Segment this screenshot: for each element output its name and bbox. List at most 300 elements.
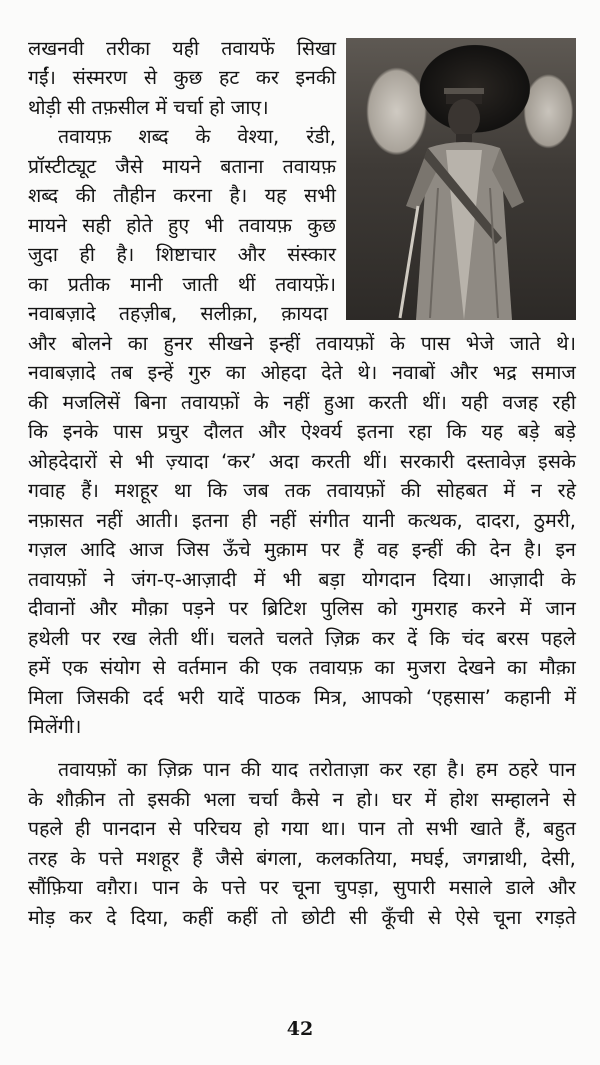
word: यह (481, 420, 504, 443)
word: दौलत (203, 420, 244, 443)
word: और (237, 243, 266, 266)
word: दस्तावेज़ (466, 450, 526, 473)
word: कलकतिया, (315, 847, 398, 870)
word: शब्द (28, 184, 59, 207)
word: मुक़ाम (264, 538, 308, 561)
word: बिना (134, 391, 167, 414)
word: भी (204, 214, 224, 237)
word: शौक़ीन (56, 788, 106, 811)
word: भला (203, 788, 236, 811)
word: पर (320, 538, 340, 561)
word: मुजरा (406, 656, 446, 679)
word: सभी (425, 817, 458, 840)
word: कहीं (182, 906, 213, 929)
word: दर्द (142, 686, 164, 709)
word: गवाह (28, 479, 66, 502)
word: इन्हें (147, 361, 174, 384)
word: इतना (191, 509, 229, 532)
word: मानी (129, 273, 163, 296)
word: से (143, 66, 157, 89)
word: की (75, 184, 96, 207)
word: गुरु (188, 361, 211, 384)
word: जैसे (215, 847, 244, 870)
word: से (152, 656, 166, 679)
word: संयोग (99, 656, 141, 679)
word: हुआ (323, 391, 355, 414)
word: की (456, 538, 477, 561)
word: कहीं (226, 906, 258, 929)
word: सोहबत (436, 479, 488, 502)
word: मशहूर (114, 479, 158, 502)
word: रगड़ते (535, 906, 576, 929)
word: के (28, 788, 43, 811)
word: पर (228, 597, 248, 620)
word: है। (229, 184, 248, 207)
word: नवाबों (392, 361, 436, 384)
word: ज़्यादा (165, 450, 209, 473)
word: कि (429, 627, 450, 650)
text-line-12 (28, 363, 576, 383)
word: आज़ादी (488, 568, 544, 591)
text-line-22 (28, 658, 576, 678)
word: चलते (227, 627, 265, 650)
word: योगदान (362, 568, 416, 591)
word: करती (311, 450, 351, 473)
word: ऐसे (455, 906, 480, 929)
historical-photograph (346, 38, 576, 320)
word: ने (103, 568, 115, 591)
word: नवाबज़ादे (28, 302, 96, 325)
text-line-11 (28, 334, 576, 354)
word: करना (173, 184, 212, 207)
text-line-21 (28, 629, 576, 649)
word: शब्द (138, 125, 169, 148)
word: बड़े (554, 420, 576, 443)
word: भेजे (465, 332, 494, 355)
word: देते (321, 361, 343, 384)
word: इनकी (295, 66, 336, 89)
word: भी (282, 568, 302, 591)
word: तवायफ़ (58, 125, 112, 148)
word: सौंफ़िया (28, 876, 83, 899)
standing-figure-illustration (398, 88, 530, 320)
word: जाते (509, 332, 541, 355)
word: रख (112, 627, 137, 650)
word: ही (79, 243, 95, 266)
word: का (374, 656, 395, 679)
text-line-3: थोड़ी सी तफ़सील में चर्चा हो जाए। (28, 96, 269, 119)
text-line-28 (28, 849, 576, 869)
word: देसी, (541, 847, 576, 870)
word: चंद (461, 627, 485, 650)
word: ओहदेदारों (28, 450, 98, 473)
word: आपको (361, 686, 413, 709)
word: चुपड़ा, (334, 876, 380, 899)
word: थीं। (421, 391, 447, 414)
word: तरीका (106, 37, 151, 60)
word: दे (106, 906, 117, 929)
word: मशहूर (136, 847, 180, 870)
text-line-5 (28, 157, 336, 177)
word: चूना (493, 906, 522, 929)
word: इसकी (147, 788, 191, 811)
word: बड़ा (318, 568, 345, 591)
word: मौक़ा (539, 656, 576, 679)
word: प्रॉस्टीट्यूट (28, 155, 97, 178)
word: वेश्या, (237, 125, 280, 148)
word: था (173, 479, 192, 502)
text-line-14 (28, 422, 576, 442)
word: हट (219, 66, 240, 89)
word: कहानी (504, 686, 551, 709)
text-line-10 (28, 304, 328, 324)
word: के (389, 332, 405, 355)
word: पड़ने (182, 597, 215, 620)
word: की (400, 479, 421, 502)
text-line-29 (28, 878, 576, 898)
word: कि (446, 420, 467, 443)
word: ज़िक्र (325, 627, 360, 650)
word: रहे (557, 479, 576, 502)
word: वग़ैरा। (96, 876, 139, 899)
word: वह (377, 538, 399, 561)
word: इन (555, 538, 576, 561)
word: बोलने (71, 332, 112, 355)
word: का (507, 656, 528, 679)
word: मायने (162, 155, 202, 178)
word: थे। (556, 332, 576, 355)
word: के (70, 847, 86, 870)
text-line-8 (28, 245, 336, 265)
word: जब (243, 479, 269, 502)
word: ओहदा (260, 361, 307, 384)
word: जैसे (115, 155, 144, 178)
word: से (427, 906, 442, 929)
word: जिसकी (76, 686, 130, 709)
word: की (239, 656, 260, 679)
word: यादें (217, 686, 245, 709)
word: गईं। (28, 66, 56, 89)
word: जान (545, 597, 576, 620)
text-line-25 (58, 760, 576, 780)
text-line-20 (28, 599, 576, 619)
word: पर (81, 627, 101, 650)
word: छोटी (301, 906, 336, 929)
word: तवायफें (221, 37, 275, 60)
word: और (547, 876, 576, 899)
word: अदा (268, 450, 300, 473)
word: मोड़ (28, 906, 56, 929)
word: कत्थक, (407, 509, 463, 532)
word: होते (126, 214, 153, 237)
word: का (127, 758, 148, 781)
text-line-26 (28, 790, 576, 810)
text-line-30 (28, 908, 576, 928)
text-line-17 (28, 511, 576, 531)
word: दिया। (432, 568, 472, 591)
word: तहज़ीब, (118, 302, 178, 325)
word: है। (447, 758, 466, 781)
word: मायने (28, 214, 67, 237)
word: चर्चा (248, 788, 279, 811)
word: वजह (502, 391, 539, 414)
word: तौहीन (113, 184, 156, 207)
word: से (168, 817, 182, 840)
word: मघई, (410, 847, 450, 870)
word: समाज (531, 361, 576, 384)
word: मसाले (448, 876, 492, 899)
word: रहा (413, 758, 437, 781)
word: तवायफ़ों (180, 391, 240, 414)
word: है। (116, 243, 135, 266)
word: ही (241, 509, 257, 532)
word: पत्ते (98, 847, 123, 870)
word: कर (371, 627, 395, 650)
text-line-19 (28, 570, 576, 590)
word: ब्रिटिश (262, 597, 307, 620)
word: मित्र, (313, 686, 348, 709)
word: एक (271, 656, 298, 679)
word: सभी (303, 184, 336, 207)
word: देखने (457, 656, 495, 679)
word: हुनर (163, 332, 193, 355)
word: पहले (541, 627, 576, 650)
word: रही (552, 391, 576, 414)
word: लखनवी (28, 37, 84, 60)
word: की (28, 391, 49, 414)
word: दें (406, 627, 418, 650)
word: संस्मरण (72, 66, 128, 89)
word: सिखा (296, 37, 336, 60)
word: तो (397, 817, 414, 840)
word: था। (320, 817, 346, 840)
word: बहुत (543, 817, 576, 840)
word: यही (172, 37, 200, 60)
word: हैं (353, 538, 364, 561)
word: पान (358, 817, 386, 840)
word: और (28, 332, 56, 355)
word: जाती (182, 273, 219, 296)
word: यही (461, 391, 489, 414)
word: कि (207, 479, 228, 502)
word: तो (118, 788, 135, 811)
word: भद्र (492, 361, 517, 384)
word: ऊँचे (222, 538, 251, 561)
word: जगन्नाथी, (462, 847, 529, 870)
word: से (562, 788, 576, 811)
word: सम्हालने (491, 788, 550, 811)
word: भरी (177, 686, 204, 709)
word: में (519, 597, 532, 620)
word: थीं। (190, 627, 216, 650)
word: पर (259, 876, 279, 899)
word: दिया, (130, 906, 169, 929)
text-line-23 (28, 688, 576, 708)
text-line-7 (28, 216, 336, 236)
text-line-9 (28, 275, 336, 295)
word: में (503, 479, 516, 502)
word: के (560, 568, 576, 591)
word: हैं, (514, 817, 532, 840)
word: रहा (408, 420, 432, 443)
word: में (564, 686, 576, 709)
word: नहीं (269, 509, 297, 532)
word: चलते (276, 627, 313, 650)
word: तब (110, 361, 133, 384)
word: प्रतीक (67, 273, 111, 296)
word: इतना (356, 420, 394, 443)
word: पास (420, 332, 451, 355)
word: नवाबज़ादे (28, 361, 96, 384)
word: यानी (362, 509, 395, 532)
word: तवायफ़ (282, 155, 336, 178)
word: में (424, 788, 437, 811)
word: से (109, 450, 123, 473)
word: नहीं (283, 391, 310, 414)
word: हैं। (81, 479, 99, 502)
word: थीं। (362, 450, 388, 473)
text-line-24: मिलेंगी। (28, 715, 82, 738)
word: कर (379, 758, 403, 781)
word: नहीं (96, 509, 123, 532)
word: मौक़ा (131, 597, 169, 620)
word: हमें (28, 656, 51, 679)
text-line-15 (28, 452, 576, 472)
word: पत्ते (221, 876, 246, 899)
word: घर (392, 788, 412, 811)
word: पहले (28, 817, 63, 840)
word: कि (28, 420, 49, 443)
word: इसके (538, 450, 576, 473)
word: थीं (237, 273, 256, 296)
word: कर (255, 66, 279, 89)
word: आती। (135, 509, 179, 532)
word: डाले (505, 876, 535, 899)
word: का (225, 361, 246, 384)
text-line-18 (28, 540, 576, 560)
word: संस्कार (287, 243, 336, 266)
word: सलीक़ा, (200, 302, 259, 325)
word: बताना (220, 155, 264, 178)
word: रंडी, (306, 125, 336, 148)
word: याद (271, 758, 299, 781)
word: कर (69, 906, 93, 929)
word: तवायफ़ें। (275, 273, 336, 296)
word: ठहरे (508, 758, 539, 781)
word: संगीत (309, 509, 350, 532)
word: दादरा, (475, 509, 521, 532)
word: हुए (168, 214, 190, 237)
word: इन्हीं (411, 538, 443, 561)
text-line-2 (28, 68, 336, 88)
word: मिला (28, 686, 63, 709)
word: लेती (148, 627, 179, 650)
word: हथेली (28, 627, 70, 650)
word: के (253, 391, 269, 414)
word: नफ़ासत (28, 509, 84, 532)
word: न (332, 788, 344, 811)
word: तवायफ़ (309, 656, 363, 679)
word: में (253, 568, 266, 591)
word: तवायफ़ों (58, 758, 117, 781)
word: शिष्टाचार (155, 243, 217, 266)
word: ‘एहसास’ (425, 686, 491, 709)
word: तवायफ़ों (28, 568, 87, 591)
word: की (240, 758, 261, 781)
word: तवायफ़ों (326, 479, 385, 502)
word: सुपारी (392, 876, 436, 899)
word: खाते (470, 817, 503, 840)
word: और (89, 597, 118, 620)
word: सही (82, 214, 111, 237)
word: चूना (292, 876, 321, 899)
word: हो (253, 817, 270, 840)
word: थे। (357, 361, 378, 384)
text-line-1 (28, 39, 336, 59)
word: हम (475, 758, 498, 781)
word: कैसे (291, 788, 320, 811)
word: सरकारी (399, 450, 455, 473)
word: ऐश्वर्य (300, 420, 343, 443)
word: कुछ (307, 214, 336, 237)
word: न (530, 479, 542, 502)
text-line-16 (28, 481, 576, 501)
word: होश (449, 788, 479, 811)
word: बड़े (517, 420, 540, 443)
word: इन्हीं (269, 332, 301, 355)
text-line-27 (28, 819, 576, 839)
word: पान (548, 758, 576, 781)
word: आज (128, 538, 164, 561)
word: सी (349, 906, 368, 929)
word: ज़िक्र (157, 758, 193, 781)
word: प्रचुर (157, 420, 189, 443)
word: सीखने (208, 332, 254, 355)
page-number: 42 (286, 1018, 314, 1040)
word: है। (524, 538, 543, 561)
word: भी (134, 450, 154, 473)
word: आदि (80, 538, 116, 561)
word: वर्तमान (177, 656, 228, 679)
word: जुदा (28, 243, 58, 266)
word: देन (489, 538, 511, 561)
text-line-13 (28, 393, 576, 413)
word: बरस (496, 627, 529, 650)
word: मजलिसें (62, 391, 121, 414)
word: करने (471, 597, 506, 620)
word: पाठक (257, 686, 301, 709)
word: ही (74, 817, 91, 840)
word: करती (368, 391, 408, 414)
word: कूँची (381, 906, 414, 929)
word: इनके (62, 420, 99, 443)
word: के (195, 125, 211, 148)
word: यह (264, 184, 287, 207)
word: का (127, 332, 148, 355)
text-line-4 (58, 127, 336, 147)
word: गुमराह (411, 597, 458, 620)
text-line-6 (28, 186, 336, 206)
word: का (28, 273, 49, 296)
word: हैं (192, 847, 203, 870)
word: हो। (356, 788, 380, 811)
word: जंग-ए-आज़ादी (131, 568, 237, 591)
word: बंगला, (256, 847, 303, 870)
word: पान (203, 758, 231, 781)
word: पास (113, 420, 143, 443)
word: के (192, 876, 208, 899)
word: कुछ (173, 66, 203, 89)
